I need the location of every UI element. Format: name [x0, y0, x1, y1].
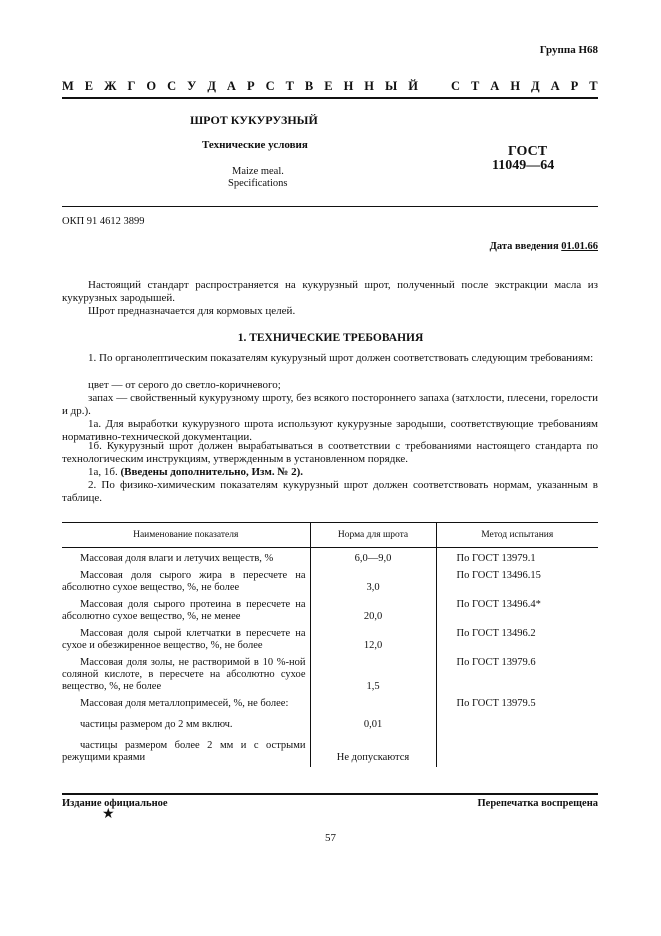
- norm-cell: 6,0—9,0: [310, 548, 436, 569]
- heading-letter: С: [450, 79, 460, 93]
- method-cell: [436, 734, 598, 767]
- document-title: ШРОТ КУКУРУЗНЫЙ: [190, 113, 318, 127]
- amendment-clauses: 1а, 1б.: [88, 466, 118, 478]
- section-heading: 1. ТЕХНИЧЕСКИЕ ТРЕБОВАНИЯ: [237, 332, 424, 344]
- table-row: [62, 734, 598, 767]
- heading-letter: А: [490, 79, 500, 93]
- col-header-method: Метод испытания: [436, 523, 598, 548]
- interstate-standard-heading: [62, 79, 598, 94]
- method-cell: [436, 713, 598, 734]
- english-title: Maize meal.: [232, 166, 284, 177]
- heading-letter: А: [226, 79, 236, 93]
- requirements-table: [62, 522, 598, 767]
- norm-cell: 0,01: [310, 713, 436, 734]
- footer-rule: [62, 793, 598, 795]
- heading-letter: Й: [408, 79, 418, 93]
- method-cell: По ГОСТ 13496.4*: [436, 597, 598, 626]
- effective-date-label: Дата введения: [489, 241, 559, 252]
- clause-1b: 1б. Кукурузный шрот должен вырабатываться в соответствии с требованиями настоящего стандарта по технологическим инструкциям, утвержденным в установленном порядке.: [62, 440, 598, 465]
- method-cell: По ГОСТ 13979.6: [436, 655, 598, 696]
- reprint-prohibited: Перепечатка воспрещена: [477, 798, 598, 809]
- okp-code: ОКП 91 4612 3899: [62, 216, 145, 227]
- heading-letter: Д: [531, 79, 540, 93]
- col-header-indicator: Наименование показателя: [62, 523, 310, 548]
- table-row: [62, 713, 598, 734]
- heading-letter: Е: [84, 79, 94, 93]
- intro-paragraph-2: Шрот предназначается для кормовых целей.: [88, 305, 296, 317]
- table-row: [62, 696, 598, 713]
- method-cell: По ГОСТ 13979.5: [436, 696, 598, 713]
- norm-cell: 1,5: [310, 655, 436, 696]
- clause-2: 2. По физико-химическим показателям кукурузный шрот должен соответствовать нормам, указанным в таблице.: [62, 479, 598, 504]
- heading-letter: Г: [127, 79, 136, 93]
- heading-letter: Н: [510, 79, 521, 93]
- table-header-row: [62, 523, 598, 548]
- indicator-cell: Массовая доля влаги и летучих веществ, %: [80, 553, 274, 564]
- header-rule: [62, 97, 598, 99]
- heading-letter: Д: [207, 79, 216, 93]
- heading-letter: Е: [324, 79, 333, 93]
- effective-date-value: 01.01.66: [561, 241, 598, 252]
- norm-cell: 20,0: [310, 597, 436, 626]
- indicator-cell: Массовая доля металлопримесей, %, не более:: [80, 698, 289, 709]
- heading-letter: У: [187, 79, 197, 93]
- heading-letter: Т: [470, 79, 480, 93]
- norm-cell: 3,0: [310, 568, 436, 597]
- heading-letter: Ж: [104, 79, 117, 93]
- english-subtitle: Specifications: [228, 178, 288, 189]
- table-row: [62, 568, 598, 597]
- heading-letter: Р: [570, 79, 579, 93]
- heading-letter: М: [62, 79, 74, 93]
- table-row: [62, 597, 598, 626]
- intro-paragraph-1: Настоящий стандарт распространяется на кукурузный шрот, полученный после экстракции масла из кукурузных зародышей.: [62, 279, 598, 304]
- official-edition: Издание официальное: [62, 798, 168, 809]
- heading-letter: Ы: [385, 79, 398, 93]
- indicator-cell: частицы размером до 2 мм включ.: [80, 719, 233, 730]
- indicator-cell: Массовая доля сырого жира в пересчете на абсолютно сухое вещество, %, не более: [62, 570, 306, 593]
- heading-letter: Р: [246, 79, 255, 93]
- heading-letter: В: [304, 79, 314, 93]
- method-cell: По ГОСТ 13979.1: [436, 548, 598, 569]
- table-row: [62, 655, 598, 696]
- document-subtitle: Технические условия: [202, 139, 308, 151]
- heading-letter: С: [167, 79, 177, 93]
- heading-letter: С: [265, 79, 275, 93]
- star-icon: ★: [102, 807, 115, 822]
- amendment-text: (Введены дополнительно, Изм. № 2).: [120, 466, 304, 478]
- heading-letter: А: [550, 79, 560, 93]
- norm-cell: 12,0: [310, 626, 436, 655]
- page-number: 57: [325, 832, 336, 844]
- clause-1: 1. По органолептическим показателям кукурузный шрот должен соответствовать следующим требованиям:: [88, 352, 594, 364]
- method-cell: По ГОСТ 13496.15: [436, 568, 598, 597]
- heading-letter: Т: [285, 79, 294, 93]
- effective-date: [490, 241, 598, 252]
- group-label: Группа Н68: [539, 44, 598, 56]
- clause-1-color: цвет — от серого до светло-коричневого;: [88, 379, 281, 391]
- heading-letter: О: [146, 79, 157, 93]
- indicator-cell: Массовая доля золы, не растворимой в 10 %-ной соляной кислоте, в пересчете на абсолютно сухое вещество, %, не более: [62, 657, 306, 692]
- norm-cell: Не допускаются: [310, 734, 436, 767]
- table-row: [62, 626, 598, 655]
- norm-cell: [310, 696, 436, 713]
- heading-letter: Т: [589, 79, 598, 93]
- table-row: [62, 548, 598, 569]
- indicator-cell: частицы размером более 2 мм и с острыми режущими краями: [62, 740, 306, 763]
- gost-number: 11049—64: [492, 158, 555, 173]
- okp-rule: [62, 206, 598, 207]
- gost-label: ГОСТ: [508, 144, 548, 159]
- indicator-cell: Массовая доля сырого протеина в пересчете на абсолютно сухое вещество, %, не менее: [62, 599, 306, 622]
- heading-letter: Н: [343, 79, 354, 93]
- clause-1-odor: запах — свойственный кукурузному шроту, без всякого постороннего запаха (затхлости, плесени, горелости и др.).: [62, 392, 598, 417]
- indicator-cell: Массовая доля сырой клетчатки в пересчете на сухое и обезжиренное вещество, %, не более: [62, 628, 306, 651]
- clause-1a: 1а. Для выработки кукурузного шрота используют кукурузные зародыши, соответствующие требованиям нормативно-технической документации.: [62, 418, 598, 443]
- col-header-norm: Норма для шрота: [310, 523, 436, 548]
- method-cell: По ГОСТ 13496.2: [436, 626, 598, 655]
- heading-letter: Н: [364, 79, 375, 93]
- amendment-note: [62, 466, 598, 479]
